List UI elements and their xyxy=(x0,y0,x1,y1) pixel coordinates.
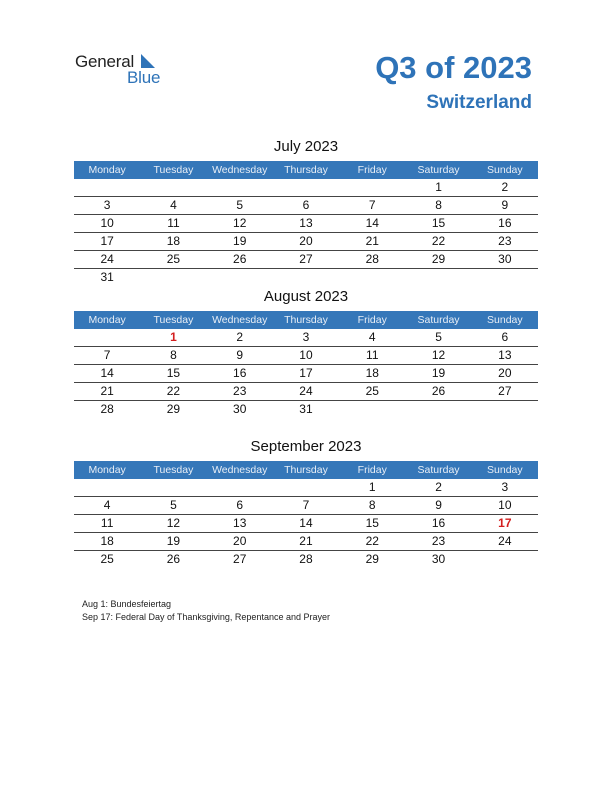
day-cell: 19 xyxy=(431,366,446,380)
month-title: September 2023 xyxy=(250,438,362,455)
holiday-note: Sep 17: Federal Day of Thanksgiving, Repentance and Prayer xyxy=(82,612,330,622)
week-row xyxy=(74,329,538,347)
day-cell: 31 xyxy=(100,270,114,284)
week-row xyxy=(74,365,538,383)
day-cell: 24 xyxy=(498,534,512,548)
page-title: Q3 of 2023 xyxy=(375,50,532,85)
day-cell: 10 xyxy=(299,348,313,362)
holiday-notes xyxy=(82,598,330,624)
empty-day-cell xyxy=(405,401,471,418)
weekday-label: Friday xyxy=(357,314,387,326)
week-row xyxy=(74,497,538,515)
day-cell: 16 xyxy=(431,516,446,530)
empty-day-cell xyxy=(207,179,273,196)
day-cell: 17 xyxy=(100,234,114,248)
day-cell: 11 xyxy=(366,348,379,362)
month-calendar-august xyxy=(74,287,538,418)
day-cell: 28 xyxy=(365,252,379,266)
day-cell: 23 xyxy=(431,534,446,548)
empty-day-cell xyxy=(472,269,538,286)
day-cell: 17 xyxy=(299,366,313,380)
weekday-label: Saturday xyxy=(417,164,460,176)
day-cell: 3 xyxy=(103,198,111,212)
day-cell: 24 xyxy=(100,252,114,266)
empty-day-cell xyxy=(405,269,471,286)
day-cell: 4 xyxy=(103,498,111,512)
day-cell: 9 xyxy=(435,498,442,512)
weekday-label: Monday xyxy=(88,164,126,176)
day-cell: 19 xyxy=(233,234,247,248)
day-cell: 9 xyxy=(236,348,244,362)
day-cell: 6 xyxy=(302,198,310,212)
day-cell: 12 xyxy=(431,348,446,362)
day-cell: 3 xyxy=(302,330,310,344)
month-calendar-september xyxy=(74,437,538,568)
day-cell: 20 xyxy=(233,534,247,548)
day-cell: 4 xyxy=(170,198,177,212)
weekday-label: Thursday xyxy=(284,164,328,176)
empty-day-cell xyxy=(472,401,538,418)
weekday-label: Wednesday xyxy=(212,314,268,326)
empty-day-cell xyxy=(339,269,405,286)
day-cell: 26 xyxy=(166,552,181,566)
day-cell: 27 xyxy=(498,384,512,398)
day-cell: 27 xyxy=(233,552,247,566)
week-row xyxy=(74,179,538,197)
week-row xyxy=(74,515,538,533)
day-cell: 25 xyxy=(100,552,114,566)
day-cell: 28 xyxy=(299,552,313,566)
weekday-label: Monday xyxy=(88,464,126,476)
day-cell: 16 xyxy=(233,366,247,380)
day-cell: 3 xyxy=(501,480,509,494)
day-cell: 13 xyxy=(233,516,247,530)
week-row xyxy=(74,251,538,269)
day-cell: 21 xyxy=(299,534,313,548)
day-cell: 12 xyxy=(166,516,181,530)
weekday-label: Tuesday xyxy=(153,164,194,176)
week-row xyxy=(74,347,538,365)
weekday-label: Wednesday xyxy=(212,164,268,176)
weekday-label: Friday xyxy=(357,464,387,476)
day-cell: 29 xyxy=(365,552,379,566)
day-cell: 30 xyxy=(233,402,247,416)
day-cell: 14 xyxy=(299,516,313,530)
weekday-header xyxy=(74,161,538,179)
day-cell: 28 xyxy=(100,402,114,416)
week-row xyxy=(74,233,538,251)
day-cell: 11 xyxy=(100,516,114,530)
day-cell: 30 xyxy=(498,252,512,266)
day-cell: 15 xyxy=(365,516,379,530)
day-cell: 8 xyxy=(368,498,376,512)
day-cell: 18 xyxy=(166,234,181,248)
weekday-label: Sunday xyxy=(487,164,523,176)
month-calendar-july xyxy=(74,137,538,286)
day-cell: 9 xyxy=(501,198,509,212)
week-row xyxy=(74,401,538,418)
empty-day-cell xyxy=(140,269,206,286)
day-cell: 26 xyxy=(431,384,446,398)
empty-day-cell xyxy=(207,269,273,286)
weekday-label: Thursday xyxy=(284,314,328,326)
day-cell: 26 xyxy=(233,252,247,266)
day-cell: 27 xyxy=(299,252,313,266)
empty-day-cell xyxy=(273,479,339,496)
day-cell: 10 xyxy=(498,498,512,512)
day-cell: 5 xyxy=(170,498,177,512)
week-row xyxy=(74,551,538,568)
empty-day-cell xyxy=(472,551,538,568)
day-cell: 14 xyxy=(365,216,379,230)
day-cell: 13 xyxy=(498,348,512,362)
weekday-label: Saturday xyxy=(417,464,460,476)
week-row xyxy=(74,215,538,233)
empty-day-cell xyxy=(74,179,140,196)
country-name: Switzerland xyxy=(426,92,532,113)
empty-day-cell xyxy=(339,401,405,418)
empty-day-cell xyxy=(74,479,140,496)
day-cell: 20 xyxy=(299,234,313,248)
day-cell: 16 xyxy=(498,216,512,230)
weekday-label: Saturday xyxy=(417,314,460,326)
day-cell: 30 xyxy=(431,552,446,566)
day-cell: 1 xyxy=(368,480,376,494)
day-cell: 8 xyxy=(435,198,442,212)
weekday-header xyxy=(74,461,538,479)
day-cell: 6 xyxy=(236,498,244,512)
weekday-label: Sunday xyxy=(487,314,523,326)
weekday-label: Thursday xyxy=(284,464,328,476)
day-cell: 8 xyxy=(170,348,177,362)
holiday-note: Aug 1: Bundesfeiertag xyxy=(82,599,172,609)
weekday-label: Monday xyxy=(88,314,126,326)
day-cell: 11 xyxy=(167,216,180,230)
day-cell: 15 xyxy=(166,366,181,380)
day-cell: 21 xyxy=(365,234,379,248)
day-cell: 4 xyxy=(368,330,376,344)
day-cell: 18 xyxy=(365,366,379,380)
day-cell: 5 xyxy=(435,330,442,344)
weekday-label: Sunday xyxy=(487,464,523,476)
weekday-header xyxy=(74,311,538,329)
day-cell: 23 xyxy=(233,384,247,398)
logo-text-general: General xyxy=(75,52,135,71)
empty-day-cell xyxy=(74,329,140,346)
empty-day-cell xyxy=(273,269,339,286)
day-cell: 22 xyxy=(431,234,446,248)
day-cell: 18 xyxy=(100,534,114,548)
day-cell: 6 xyxy=(501,330,509,344)
day-cell: 22 xyxy=(365,534,379,548)
week-row xyxy=(74,197,538,215)
month-title: July 2023 xyxy=(273,138,339,155)
weekday-label: Tuesday xyxy=(153,464,194,476)
day-cell: 23 xyxy=(498,234,512,248)
day-cell: 7 xyxy=(368,198,376,212)
empty-day-cell xyxy=(140,479,206,496)
day-cell: 7 xyxy=(103,348,111,362)
empty-day-cell xyxy=(273,179,339,196)
day-cell: 1 xyxy=(435,180,442,194)
holiday-day-cell: 1 xyxy=(170,330,177,344)
day-cell: 25 xyxy=(166,252,181,266)
week-row xyxy=(74,533,538,551)
day-cell: 2 xyxy=(501,180,509,194)
day-cell: 2 xyxy=(236,330,244,344)
month-title: August 2023 xyxy=(263,288,349,305)
logo-text-blue: Blue xyxy=(127,68,161,87)
day-cell: 14 xyxy=(100,366,114,380)
day-cell: 24 xyxy=(299,384,313,398)
empty-day-cell xyxy=(339,179,405,196)
empty-day-cell xyxy=(207,479,273,496)
day-cell: 19 xyxy=(166,534,181,548)
day-cell: 7 xyxy=(302,498,310,512)
week-row xyxy=(74,479,538,497)
empty-day-cell xyxy=(140,179,206,196)
day-cell: 29 xyxy=(166,402,181,416)
day-cell: 2 xyxy=(435,480,442,494)
day-cell: 20 xyxy=(498,366,512,380)
week-row xyxy=(74,383,538,401)
day-cell: 29 xyxy=(431,252,446,266)
day-cell: 21 xyxy=(100,384,114,398)
weekday-label: Wednesday xyxy=(212,464,268,476)
day-cell: 5 xyxy=(236,198,244,212)
day-cell: 13 xyxy=(299,216,313,230)
weekday-label: Tuesday xyxy=(153,314,194,326)
logo xyxy=(75,52,175,88)
day-cell: 22 xyxy=(166,384,181,398)
day-cell: 10 xyxy=(100,216,114,230)
week-row xyxy=(74,269,538,286)
day-cell: 15 xyxy=(431,216,446,230)
weekday-label: Friday xyxy=(357,164,387,176)
logo-flag-icon xyxy=(141,54,155,68)
day-cell: 25 xyxy=(365,384,379,398)
day-cell: 31 xyxy=(299,402,313,416)
holiday-day-cell: 17 xyxy=(498,516,512,530)
day-cell: 12 xyxy=(233,216,247,230)
